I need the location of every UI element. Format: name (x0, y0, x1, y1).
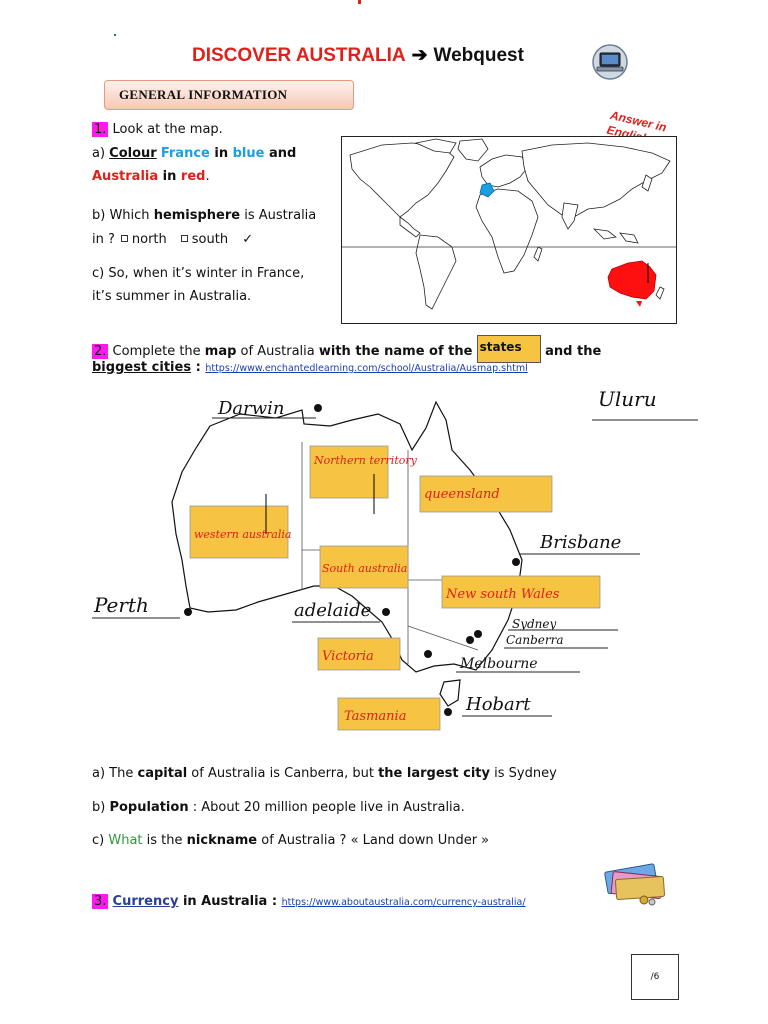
q3-rest: in Australia : (178, 894, 282, 909)
darwin-label: Darwin (218, 398, 285, 419)
melbourne-dot (424, 650, 432, 658)
new-south-wales-label: New south Wales (446, 587, 560, 602)
arrow-icon: ➔ (411, 45, 428, 66)
fact-b-population: Population (109, 800, 189, 815)
about-australia-currency-link[interactable]: https://www.aboutaustralia.com/currency-australia/ (281, 897, 526, 908)
q2-and-the: and the (540, 344, 602, 359)
north-option-label: north (131, 232, 167, 247)
queensland-label: queensland (424, 487, 500, 502)
q1-a-in: in (209, 146, 233, 161)
q1-a-colour: Colour (109, 146, 157, 161)
q1-a-dot: . (205, 169, 210, 184)
brisbane-dot (512, 558, 520, 566)
sydney-dot (474, 630, 482, 638)
computer-icon (590, 44, 630, 80)
fact-b-rest: : About 20 million people live in Australia. (188, 800, 465, 815)
title-sub: Webquest (433, 45, 524, 66)
victoria-label: Victoria (322, 649, 374, 664)
q1-b-line2 (92, 228, 253, 251)
q1-a-line1 (92, 142, 296, 165)
q2-number: 2. (94, 344, 107, 359)
western-australia-label: western australia (194, 528, 292, 541)
fact-a-end: is Sydney (489, 766, 557, 781)
states-answer-box[interactable]: states (477, 335, 541, 363)
adelaide-dot (382, 608, 390, 616)
answer-in-english-note: Answer in English (605, 108, 668, 147)
q3-number: 3. (94, 894, 107, 909)
northern-territory-label: Northern territory (314, 454, 417, 467)
page-title (192, 44, 524, 67)
q1-c-line2: it’s summer in Australia. (92, 289, 252, 304)
australia-states-map (90, 390, 670, 735)
q1-a-and: and (264, 146, 297, 161)
q1-intro-text: Look at the map. (112, 122, 223, 137)
melbourne-label: Melbourne (460, 656, 538, 672)
hobart-dot (444, 708, 452, 716)
q1-a-line2 (92, 165, 210, 188)
fact-c-nickname: nickname (186, 833, 258, 848)
banknotes-icon (600, 862, 670, 906)
q1-c-line1: c) So, when it’s winter in France, (92, 266, 305, 281)
q1-intro (92, 118, 223, 141)
score-label: /6 (650, 972, 660, 982)
general-information-box: GENERAL INFORMATION (104, 80, 354, 110)
q2-with: with the name of the (318, 344, 473, 359)
decorative-dot (114, 34, 116, 36)
q3-line (92, 890, 526, 914)
sydney-label: Sydney (512, 617, 557, 631)
title-main: DISCOVER AUSTRALIA (192, 45, 406, 66)
score-box (631, 954, 679, 1000)
world-map (341, 136, 677, 324)
fact-population (92, 796, 465, 819)
q1-a-prefix: a) (92, 146, 110, 161)
q1-a-france: France (160, 146, 210, 161)
perth-label: Perth (94, 593, 149, 617)
south-option-label: south (191, 232, 229, 247)
enchanted-learning-link[interactable]: https://www.enchantedlearning.com/school/Australia/Ausmap.shtml (205, 363, 528, 374)
fact-c-what: What (108, 833, 143, 848)
darwin-dot (314, 404, 322, 412)
q3-currency: Currency (112, 894, 179, 909)
fact-c-rest: of Australia ? « Land down Under » (257, 833, 490, 848)
south-checkbox[interactable] (181, 235, 188, 242)
tasmania-label: Tasmania (344, 709, 407, 724)
fact-a-capital: capital (137, 766, 188, 781)
q1-b-hemisphere: hemisphere (153, 208, 241, 223)
q2-line2 (92, 356, 528, 380)
brisbane-label: Brisbane (540, 532, 622, 553)
fact-capital (92, 762, 557, 785)
adelaide-label: adelaide (294, 600, 372, 621)
q2-map: map (204, 344, 237, 359)
north-checkbox[interactable] (121, 235, 128, 242)
fact-a-largest: the largest city (378, 766, 490, 781)
australia-red-marker (608, 261, 656, 299)
canberra-label: Canberra (506, 633, 564, 647)
canberra-dot (466, 636, 474, 644)
fact-b-prefix: b) (92, 800, 110, 815)
q2-biggest-cities: biggest cities (92, 360, 192, 375)
q1-a-in2: in (158, 169, 181, 184)
q2-colon: : (191, 360, 206, 375)
fact-c-is: is the (142, 833, 187, 848)
fact-a-prefix: a) The (92, 766, 138, 781)
uluru-label: Uluru (598, 387, 657, 411)
q1-a-red: red (180, 169, 206, 184)
q1-b-line1 (92, 204, 316, 227)
check-mark-icon: ✓ (242, 232, 254, 247)
q1-b-in: in ? (92, 232, 115, 247)
q1-number: 1. (94, 122, 107, 137)
hobart-label: Hobart (466, 694, 531, 715)
fact-c-prefix: c) (92, 833, 109, 848)
decorative-mark-top (358, 0, 361, 4)
q2-complete: Complete the (108, 344, 205, 359)
q1-a-australia: Australia (92, 169, 159, 184)
q1-b-rest: is Australia (240, 208, 317, 223)
south-australia-label: South australia (322, 562, 408, 575)
perth-dot (184, 608, 192, 616)
q1-b-prefix: b) Which (92, 208, 154, 223)
q2-of: of Australia (236, 344, 319, 359)
q1-a-blue: blue (232, 146, 265, 161)
fact-nickname (92, 829, 489, 852)
fact-a-mid: of Australia is Canberra, but (187, 766, 379, 781)
